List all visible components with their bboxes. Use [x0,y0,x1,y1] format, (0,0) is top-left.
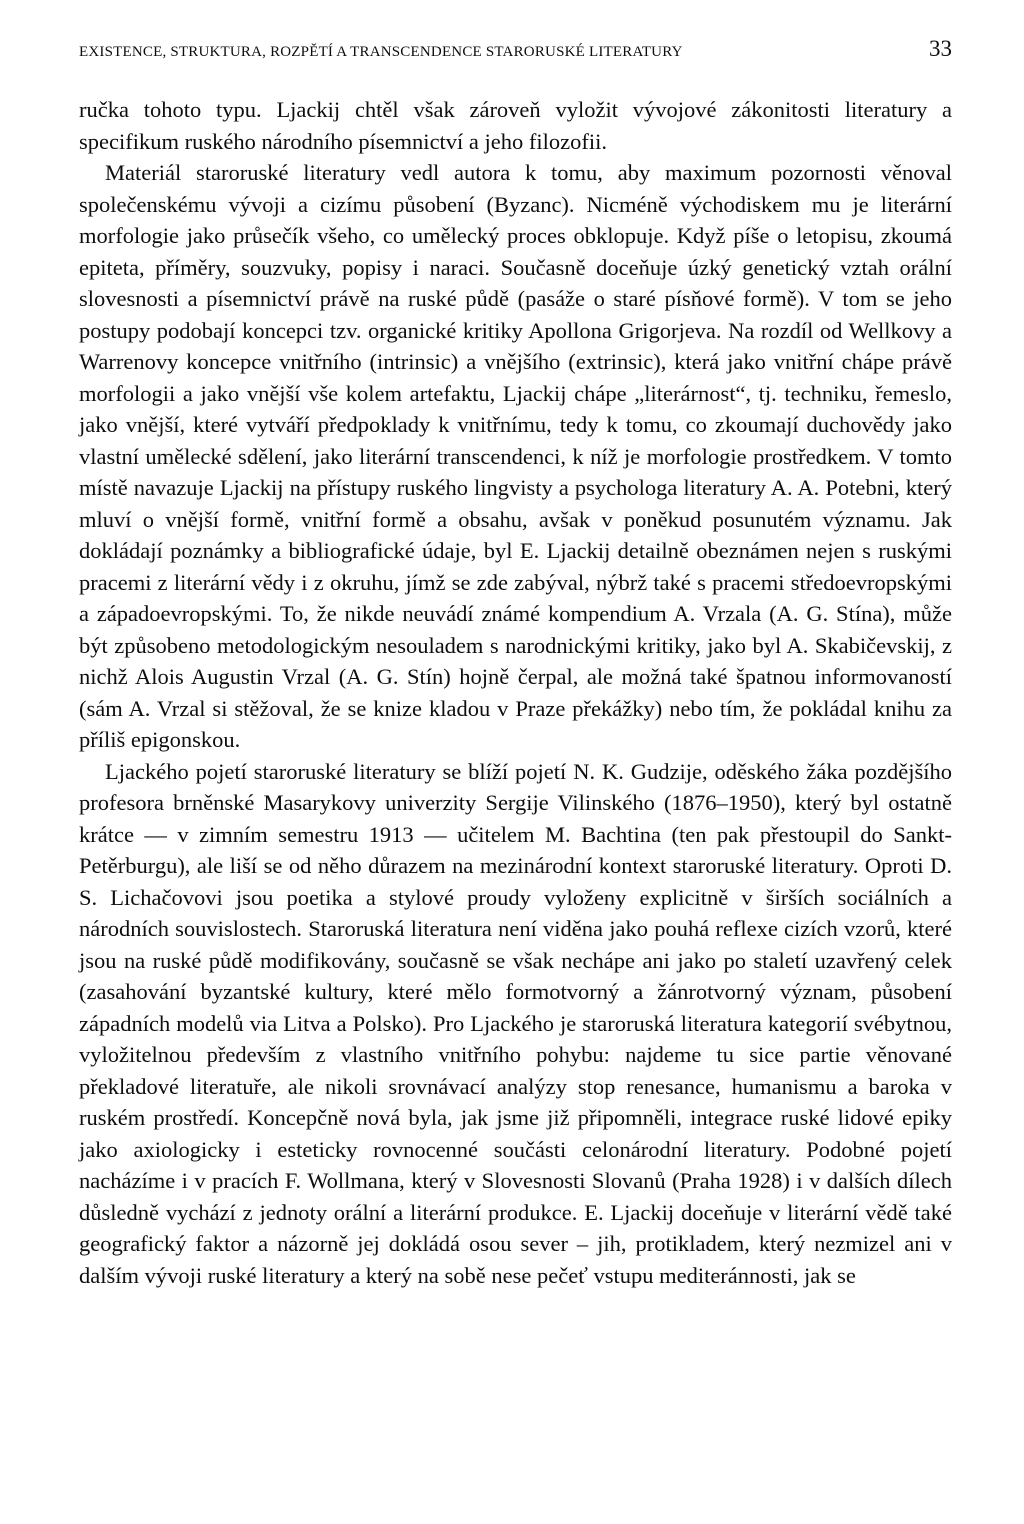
body-text [79,94,952,1291]
running-title: EXISTENCE, STRUKTURA, ROZPĚTÍ A TRANSCENDENCE STARORUSKÉ LITERATURY [79,44,683,60]
paragraph-continued: ručka tohoto typu. Ljackij chtěl však zároveň vyložit vývojové zákonitosti literatury a specifikum ruského národního písemnictví a jeho filozofii. [79,97,952,154]
paragraph: Materiál staroruské literatury vedl autora k tomu, aby maximum pozornosti věnoval společenskému vývoji a cizímu působení (Byzanc). Nicméně východiskem mu je literární morfologie jako průsečík všeho, co umělecký proces obklopuje. Když píše o letopisu, zkoumá epiteta, příměry, souzvuky, popisy i naraci. Současně doceňuje úzký genetický vztah orální slovesnosti a písemnictví právě na ruské půdě (pasáže o staré písňové formě). V tom se jeho postupy podobají koncepci tzv. organické kritiky Apollona Grigorjeva. Na rozdíl od Wellkovy a Warrenovy koncepce vnitřního (intrinsic) a vnějšího (extrinsic), která jako vnitřní chápe právě morfologii a jako vnější vše kolem artefaktu, Ljackij chápe „literárnost“, tj. techniku, řemeslo, jako vnější, které vytváří předpoklady k vnitřnímu, tedy k tomu, co zkoumají duchovědy jako vlastní umělecké sdělení, jako literární transcendenci, k níž je morfologie prostředkem. V tomto místě navazuje Ljackij na přístupy ruského lingvisty a psychologa literatury A. A. Potebni, který mluví o vnější formě, vnitřní formě a obsahu, avšak v poněkud posunutém významu. Jak dokládají poznámky a bibliografické údaje, byl E. Ljackij detailně obeznámen nejen s ruskými pracemi z literární vědy i z okruhu, jímž se zde zabýval, nýbrž také s pracemi středoevropskými a západoevropskými. To, že nikde neuvádí známé kompendium A. Vrzala (A. G. Stína), může být způsobeno metodologickým nesouladem s narodnickými kritiky, jako byl A. Skabičevskij, z nichž Alois Augustin Vrzal (A. G. Stín) hojně čerpal, ale možná také špatnou informovaností (sám A. Vrzal si stěžoval, že se knize kladou v Praze překážky) nebo tím, že pokládal knihu za příliš epigonskou. [79,160,952,752]
page-number: 33 [929,36,952,61]
running-header [79,34,952,78]
paragraph: Ljackého pojetí staroruské literatury se blíží pojetí N. K. Gudzije, oděského žáka pozdějšího profesora brněnské Masarykovy univerzity Sergije Vilinského (1876–1950), který byl ostatně krátce — v zimním semestru 1913 — učitelem M. Bachtina (ten pak přestoupil do Sankt-Petěrburgu), ale liší se od něho důrazem na mezinárodní kontext staroruské literatury. Oproti D. S. Lichačovovi jsou poetika a stylové proudy vyloženy explicitně v širších sociálních a národních souvislostech. Staroruská literatura není viděna jako pouhá reflexe cizích vzorů, které jsou na ruské půdě modifikovány, současně se však nechápe ani jako po staletí uzavřený celek (zasahování byzantské kultury, které mělo formotvorný a žánrotvorný význam, působení západních modelů via Litva a Polsko). Pro Ljackého je staroruská literatura kategorií svébytnou, vyložitelnou především z vlastního vnitřního pohybu: najdeme tu sice partie věnované překladové literatuře, ale nikoli srovnávací analýzy stop renesance, humanismu a baroka v ruském prostředí. Koncepčně nová byla, jak jsme již připomněli, integrace ruské lidové epiky jako axiologicky i esteticky rovnocenné součásti celonárodní literatury. Podobné pojetí nacházíme i v pracích F. Wollmana, který v Slovesnosti Slovanů (Praha 1928) i v dalších dílech důsledně vychází z jednoty orální a literární produkce. E. Ljackij doceňuje v literární vědě také geografický faktor a názorně jej dokládá osou sever – jih, protikladem, který nezmizel ani v dalším vývoji ruské literatury a který na sobě nese pečeť vstupu mediteránnosti, jak se [79,758,952,1288]
